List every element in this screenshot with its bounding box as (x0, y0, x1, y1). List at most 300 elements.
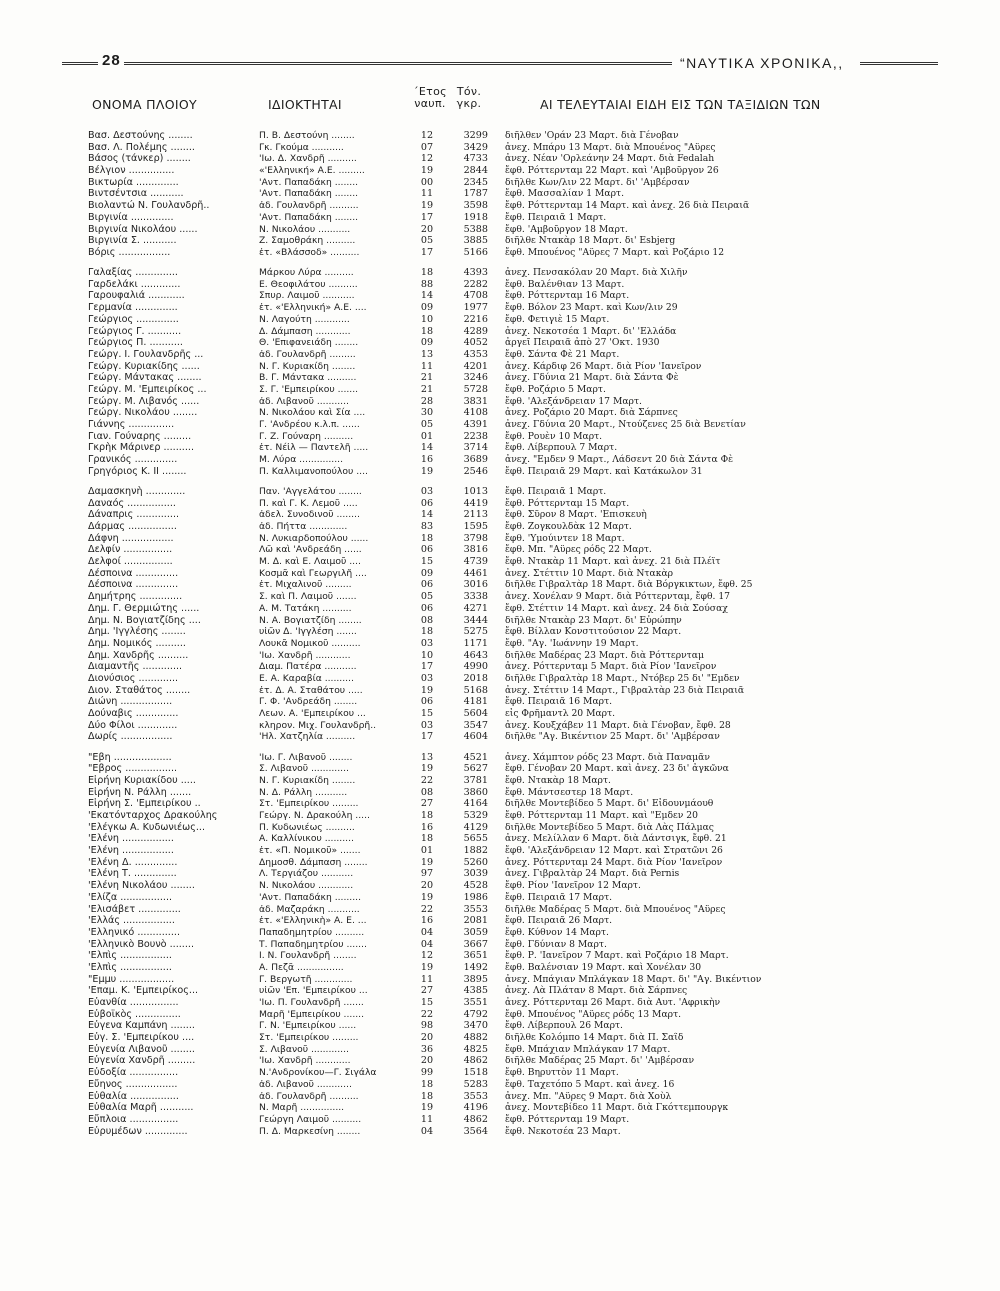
owner: Ν. Δ. Ράλλη ........... (259, 786, 348, 798)
latest-news: ἀνεχ. Χονέλαν 9 Μαρτ. διὰ Ρόττερνταμ, ἔφθ. 17 (505, 591, 731, 603)
latest-news: ἔφθ. Σῦρον 8 Μαρτ. 'Επισκευὴ (505, 509, 647, 521)
gross-tons: 2345 (463, 176, 488, 188)
gross-tons: 4882 (463, 1032, 488, 1044)
latest-news: διῆλθεν 'Οράν 23 Μαρτ. διὰ Γένοβαν (505, 130, 679, 141)
latest-news: ἔφθ. Ρ. 'Ιανεῖρον 7 Μαρτ. καὶ Ροζάριο 18 Μαρτ. (505, 950, 729, 962)
latest-news: ἔφθ. Ζογκουλδὰκ 12 Μαρτ. (505, 521, 632, 532)
ship-name: Δημ. Χανδρῆς .......... (88, 649, 189, 661)
ship-name: Βικτωρία .............. (88, 176, 179, 188)
table-row (0, 950, 1000, 962)
latest-news: ἔφθ. Ντακὰρ 11 Μαρτ. καὶ ἀνεχ. 21 διὰ Πλέϊτ (505, 556, 721, 568)
ship-name: Γεώργ. Μάντακας ........ (88, 372, 202, 384)
owner: Γ. Βεργωτῆ ............. (259, 973, 353, 985)
owner: 'Αντ. Παπαδάκη ........ (259, 176, 359, 188)
owner: Δ. Δάμπαση ............ (259, 325, 351, 337)
owner: Α. Μ. Τατάκη .......... (259, 602, 352, 614)
table-row (0, 1114, 1000, 1126)
owner: Γεώργ. Ν. Δρακούλη ..... (259, 810, 370, 821)
latest-news: διῆλθε "Αγ. Βικέντιον 25 Μαρτ. δι' 'Αμβέρσαν (505, 731, 720, 743)
owner: Παπαδημητρίου .......... (259, 926, 365, 938)
year-built: 06 (420, 579, 434, 591)
gross-tons: 4201 (463, 360, 488, 372)
ship-name: Γεώργ. Μ. 'Εμπειρίκος ... (88, 383, 207, 395)
owner: Λουκᾶ Νομικοῦ .......... (259, 637, 361, 649)
year-built: 19 (420, 763, 434, 775)
year-built: 22 (420, 1008, 434, 1020)
gross-tons: 4862 (463, 1113, 488, 1125)
gross-tons: 2546 (463, 465, 488, 477)
gross-tons: 2018 (463, 672, 488, 684)
owner: Α. Καλλίνικου .......... (259, 833, 354, 845)
year-built: 19 (420, 465, 434, 477)
ship-name: 'Ελλάς ................. (88, 915, 175, 927)
page-header (0, 0, 1000, 80)
owner: Γκ. Γκούμα ........... (259, 141, 344, 153)
gross-tons: 4108 (463, 407, 488, 419)
table-row (0, 533, 1000, 545)
latest-news: ἔφθ. Κύθνον 14 Μαρτ. (505, 926, 609, 938)
latest-news: ἀνεχ. "Εμδεν 9 Μαρτ., Λάδσεντ 20 διὰ Σάντα Φὲ (505, 454, 734, 466)
rule-left (62, 62, 98, 65)
gross-tons: 3798 (463, 532, 488, 544)
table-row (0, 962, 1000, 974)
latest-news: ἀνεχ. Ρόττερνταμ 24 Μαρτ. διὰ Ρίον 'Ιανεῖρον (505, 856, 723, 868)
table-row (0, 1091, 1000, 1103)
latest-news: ἔφθ. Μπ. "Αϋρες ρόδς 22 Μαρτ. (505, 544, 652, 556)
year-built: 19 (420, 1102, 434, 1114)
year-built: 11 (420, 360, 434, 372)
ship-name: Δωρίς ................. (88, 731, 173, 743)
table-row (0, 798, 1000, 810)
owner: Γ. 'Ανδρέου κ.λ.π. ...... (259, 419, 360, 430)
table-row (0, 731, 1000, 743)
ship-name: Γρηγόριος Κ. ΙΙ ........ (88, 465, 187, 477)
latest-news: διῆλθε Μαδέρας 23 Μαρτ. διὰ Ρόττερνταμ (505, 649, 704, 661)
ship-name: Διώνη ................. (88, 696, 173, 708)
ship-name: Βέλγιον ............... (88, 165, 175, 177)
table-row (0, 904, 1000, 916)
year-built: 12 (420, 130, 434, 141)
latest-news: ἔφθ. Μπάχιαν Μπλάγκαν 17 Μαρτ. (505, 1043, 671, 1055)
year-built: 03 (420, 637, 434, 649)
owner: 'Αντ. Παπαδάκη ........ (259, 188, 359, 200)
column-header-owner: ΙΔΙΟΚΤΗΤΑΙ (268, 97, 342, 112)
table-row (0, 650, 1000, 662)
latest-news: ἔφθ. Ρίον 'Ιανεῖρον 12 Μαρτ. (505, 880, 641, 892)
owner: Τ. Παπαδημητρίου ....... (259, 938, 367, 950)
latest-news: ἔφθ. Μασσαλίαν 1 Μαρτ. (505, 188, 625, 200)
owner: Γ. Ν. 'Εμπειρίκου ...... (259, 1020, 357, 1032)
table-row (0, 810, 1000, 822)
gross-tons: 3547 (463, 719, 488, 731)
year-built: 22 (420, 774, 434, 786)
ship-name: Δάναπρις .............. (88, 509, 180, 521)
ship-name: Γεώργ. Ι. Γουλανδρῆς ... (88, 348, 204, 360)
year-built: 21 (420, 372, 434, 384)
ship-name: Γεώργιος .............. (88, 313, 179, 325)
ship-name: 'Ελισάβετ .............. (88, 903, 181, 915)
gross-tons: 4353 (463, 348, 488, 360)
year-built: 14 (420, 290, 434, 302)
gross-tons: 4604 (463, 731, 488, 743)
owner: Στ. 'Εμπειρίκου ......... (259, 1032, 359, 1044)
gross-tons: 1518 (463, 1067, 488, 1079)
table-row (0, 615, 1000, 627)
latest-news: ἔφθ. Ταχετόπο 5 Μαρτ. καὶ ἀνεχ. 16 (505, 1078, 675, 1090)
latest-news: ἔφθ. Μπουένος "Αϋρες 7 Μαρτ. καὶ Ροζάριο 12 (505, 246, 725, 258)
owner: Π. Β. Δεστούνη ........ (259, 130, 355, 141)
table-row (0, 626, 1000, 638)
table-row (0, 290, 1000, 302)
owner: Ν. Λαγούτη ............ (259, 313, 350, 325)
year-built: 88 (420, 278, 434, 290)
owner: Σπυρ. Λαιμοῦ ........... (259, 290, 355, 302)
table-row (0, 1102, 1000, 1114)
latest-news: ἔφθ. Βηρυττὸν 11 Μαρτ. (505, 1067, 619, 1079)
ship-name: Εὐβοϊκὸς ............... (88, 1008, 181, 1020)
table-row (0, 188, 1000, 200)
ship-name: 'Ελένη ................. (88, 845, 174, 857)
table-row (0, 235, 1000, 247)
ship-name: Εὐγενα Καμπάνη ........ (88, 1020, 195, 1032)
ship-name: Γιαν. Γούναρης ......... (88, 430, 192, 442)
latest-news: διῆλθε Ντακὰρ 18 Μαρτ. δι' Esbjerg (505, 235, 676, 247)
gross-tons: 3039 (463, 868, 488, 880)
year-built: 19 (420, 684, 434, 696)
table-row (0, 892, 1000, 904)
latest-news: ἔφθ. Ρόττερνταμ 14 Μαρτ. καὶ ἀνεχ. 26 διὰ Πειραιᾶ (505, 200, 750, 212)
ship-name: Διαμαντῆς ............. (88, 661, 183, 673)
latest-news: ἔφθ. Γένοβαν 20 Μαρτ. καὶ ἀνεχ. 23 δι' ἀγκῶνα (505, 763, 729, 775)
gross-tons: 1171 (463, 637, 488, 649)
column-header-tons (452, 86, 486, 110)
owner: Ν. Γ. Κυριακίδη ........ (259, 774, 356, 786)
latest-news: ἀνεχ. Μπάγιαν Μπλάγκαν 18 Μαρτ. δι' "Αγ. Βικέντιον (505, 973, 762, 985)
gross-tons: 3338 (463, 591, 488, 603)
latest-news: ἔφθ. Πειραιᾶ 1 Μαρτ. (505, 211, 607, 223)
year-built: 16 (420, 915, 434, 927)
latest-news: ἀνεχ. Γδύνια 20 Μαρτ., Ντούζενες 25 διὰ Βενετίαν (505, 419, 746, 430)
latest-news: ἀνεχ. Ροζάριο 20 Μαρτ. διὰ Σάρπνες (505, 407, 678, 419)
table-row (0, 509, 1000, 521)
ship-name: 'Ελένη Τ. .............. (88, 868, 177, 880)
owner: 'Αντ. Παπαδάκη ......... (259, 891, 361, 903)
gross-tons: 3470 (463, 1020, 488, 1032)
latest-news: ἔφθ. "Αγ. 'Ιωάννην 19 Μαρτ. (505, 637, 639, 649)
table-row (0, 224, 1000, 236)
owner: Ν. Α. Βογιατζίδη ........ (259, 614, 362, 626)
owner: Ν. Νικολάου ............ (259, 880, 354, 892)
gross-tons: 2238 (463, 430, 488, 442)
gross-tons: 4181 (463, 696, 488, 708)
table-section (0, 752, 1000, 1138)
year-built: 14 (420, 509, 434, 521)
owner: Π. Κυδωνιέως .......... (259, 821, 355, 833)
table-row (0, 279, 1000, 291)
year-built: 05 (420, 235, 434, 247)
gross-tons: 4289 (463, 325, 488, 337)
ship-name: Γεώργ. Νικολάου ........ (88, 407, 198, 419)
ship-name: Εὐγενία Λιβανοῦ ........ (88, 1043, 195, 1055)
ship-name: 'Ελέγκω Α. Κυδωνιέως... (88, 821, 205, 833)
table-row (0, 880, 1000, 892)
gross-tons: 1918 (463, 211, 488, 223)
gross-tons: 2282 (463, 278, 488, 290)
table-row (0, 200, 1000, 212)
latest-news: ἀνεχ. Πενσακόλαν 20 Μαρτ. διὰ Χιλῆν (505, 267, 688, 279)
gross-tons: 4419 (463, 497, 488, 509)
owner: Λεων. Α. 'Εμπειρίκου ... (259, 708, 366, 719)
latest-news: ἔφθ. Γδύνιαν 8 Μαρτ. (505, 938, 607, 950)
year-built: 22 (420, 903, 434, 915)
ship-name: Δελφοί ................ (88, 556, 173, 568)
year-built: 09 (420, 567, 434, 579)
year-built: 18 (420, 532, 434, 544)
year-built: 15 (420, 708, 434, 719)
gross-tons: 4521 (463, 751, 488, 763)
gross-tons: 5166 (463, 246, 488, 258)
owner: ἐτ. «'Ελληνικὴ» Α. Ε. ... (259, 915, 367, 927)
gross-tons: 1595 (463, 521, 488, 532)
table-row (0, 153, 1000, 165)
table-row (0, 1009, 1000, 1021)
owner: κληρον. Μιχ. Γουλανδρῆ.. (259, 719, 377, 731)
gross-tons: 3059 (463, 926, 488, 938)
owner: 'Ιω. Χανδρῆ ............ (259, 1055, 351, 1067)
latest-news: διῆλθε Γιβραλτὰρ 18 Μαρτ. διὰ Βόργκικτων, ἔφθ. 25 (505, 579, 753, 591)
table-row (0, 974, 1000, 986)
table-row (0, 142, 1000, 154)
ship-name: Δημ. Γ. Θερμιώτης ...... (88, 602, 200, 614)
rule-right (860, 62, 938, 65)
gross-tons: 2216 (463, 313, 488, 325)
latest-news: ἔφθ. Πειραιᾶ 16 Μαρτ. (505, 696, 613, 708)
latest-news: ἔφθ. Βαλένθιαν 13 Μαρτ. (505, 278, 625, 290)
magazine-title: “ΝΑΥΤΙΚΑ ΧΡΟΝΙΚΑ,, (680, 55, 844, 71)
ship-name: Εἰρήνη Κυριακίδου ..... (88, 774, 196, 786)
table-row (0, 939, 1000, 951)
gross-tons: 4271 (463, 602, 488, 614)
owner: Α. Πεζᾶ ................ (259, 961, 344, 973)
table-row (0, 673, 1000, 685)
owner: ἀδ. Γουλανδρῆ .......... (259, 200, 359, 212)
ship-name: Δαναός ................ (88, 497, 176, 509)
gross-tons: 3553 (463, 903, 488, 915)
latest-news: ἔφθ. Βόλον 23 Μαρτ. καὶ Κων/λιν 29 (505, 302, 678, 314)
owner: ἐτ. Μιχαλινοῦ ......... (259, 579, 352, 591)
year-built: 14 (420, 442, 434, 454)
ship-name: Γερμανία .............. (88, 302, 178, 314)
ship-name: Γαρδελάκι ............. (88, 278, 181, 290)
table-row (0, 1044, 1000, 1056)
owner: Σ. Λιβανοῦ ............. (259, 763, 349, 775)
owner: Μ. Δ. καὶ Ε. Λαιμοῦ .... (259, 556, 361, 568)
table-row (0, 544, 1000, 556)
ship-name: Βιολαντώ Ν. Γουλανδρῆ.. (88, 200, 210, 212)
ship-name: 'Εκατόνταρχος Δρακούλης (88, 810, 218, 821)
year-built: 18 (420, 267, 434, 279)
gross-tons: 5329 (463, 810, 488, 821)
table-section (0, 130, 1000, 259)
latest-news: ἔφθ. Σάντα Φὲ 21 Μαρτ. (505, 348, 620, 360)
owner: Λῶ καὶ 'Ανδρεάδη ...... (259, 544, 362, 556)
gross-tons: 4461 (463, 567, 488, 579)
year-built: 17 (420, 731, 434, 743)
gross-tons: 1977 (463, 302, 488, 314)
latest-news: ἔφθ. Πειραιᾶ 29 Μαρτ. καὶ Κατάκωλον 31 (505, 465, 703, 477)
gross-tons: 4528 (463, 880, 488, 892)
ship-name: Γεώργ. Μ. Λιβανός ...... (88, 395, 200, 407)
latest-news: ἔφθ. Ρόττερνταμ 22 Μαρτ. καὶ 'Αμβοῦργον 26 (505, 165, 719, 177)
ship-name: Γκρὴκ Μάρινερ .......... (88, 442, 194, 454)
latest-news: διῆλθε Κολόμπο 14 Μαρτ. διὰ Π. Σαΐδ (505, 1032, 684, 1044)
page-number: 28 (102, 52, 121, 69)
latest-news: ἔφθ. Ρόττερνταμ 15 Μαρτ. (505, 497, 630, 509)
latest-news: ἀνεχ. Μελίλλαν 6 Μαρτ. διὰ Δάντσιγκ, ἔφθ. 21 (505, 833, 727, 845)
table-row (0, 696, 1000, 708)
latest-news: ἔφθ. Πειραιᾶ 17 Μαρτ. (505, 891, 613, 903)
latest-news: διῆλθε Ντακὰρ 23 Μαρτ. δι' Εὐρώπην (505, 614, 682, 626)
year-built: 30 (420, 407, 434, 419)
year-built: 17 (420, 661, 434, 673)
ship-name: Δημ. Νομικός .......... (88, 637, 186, 649)
year-built: 97 (420, 868, 434, 880)
year-built: 36 (420, 1043, 434, 1055)
gross-tons: 4862 (463, 1055, 488, 1067)
ship-name: Βάσος (τάνκερ) ........ (88, 153, 191, 165)
year-built: 15 (420, 556, 434, 568)
gross-tons: 4733 (463, 153, 488, 165)
latest-news: ἔφθ. Μπουένος "Αϋρες ρόδς 13 Μαρτ. (505, 1008, 682, 1020)
ship-name: Δάρμας ................ (88, 521, 177, 532)
table-row (0, 579, 1000, 591)
ship-name: Δαμασκηνὴ ............. (88, 485, 186, 497)
latest-news: ἔφθ. Λίβερπουλ 7 Μαρτ. (505, 442, 618, 454)
latest-news: διῆλθε Μοντεβίδεο 5 Μαρτ. δι' Εἰδουνμάουθ (505, 798, 714, 810)
latest-news: ἔφθ. Λίβερπουλ 26 Μαρτ. (505, 1020, 623, 1032)
table-row (0, 212, 1000, 224)
table-row (0, 442, 1000, 454)
latest-news: διῆλθε Μαδέρας 5 Μαρτ. διὰ Μπουένος "Αϋρες (505, 903, 726, 915)
owner: Ν. Νικολάου ........... (259, 223, 351, 235)
table-row (0, 247, 1000, 259)
ship-name: Γεώργιος Γ. ........... (88, 325, 182, 337)
owner: ἀδ. Πήττα ............. (259, 521, 348, 532)
gross-tons: 3781 (463, 774, 488, 786)
ship-name: Εὐανθία ................ (88, 997, 179, 1008)
year-built: 18 (420, 833, 434, 845)
gross-tons: 4792 (463, 1008, 488, 1020)
ship-name: Γεώργ. Κυριακίδης ...... (88, 360, 200, 372)
year-built: 03 (420, 485, 434, 497)
year-built: 04 (420, 938, 434, 950)
latest-news: ἔφθ. Πειραιᾶ 1 Μαρτ. (505, 485, 607, 497)
owner: 'Ιω. Γ. Λιβανοῦ ........ (259, 751, 353, 763)
table-row (0, 568, 1000, 580)
table-row (0, 685, 1000, 697)
year-built: 07 (420, 141, 434, 153)
ship-name: Διονύσιος ............. (88, 672, 179, 684)
table-row (0, 177, 1000, 189)
table-row (0, 466, 1000, 478)
ship-name: Δάφνη ................. (88, 532, 174, 544)
table-section (0, 486, 1000, 743)
ship-name: Εὐγ. Σ. 'Εμπειρίκου .... (88, 1032, 195, 1044)
latest-news: διῆλθε Μαδέρας 25 Μαρτ. δι' 'Αμβέρσαν (505, 1055, 695, 1067)
table-row (0, 1055, 1000, 1067)
latest-news: ἀνεχ. Λὰ Πλάταν 8 Μαρτ. διὰ Σάρπνες (505, 985, 688, 997)
latest-news: ἀνεχ. Ρόττερνταμ 26 Μαρτ. διὰ Αυτ. 'Αφρικὴν (505, 997, 721, 1008)
gross-tons: 4825 (463, 1043, 488, 1055)
gross-tons: 2844 (463, 165, 488, 177)
gross-tons: 1986 (463, 891, 488, 903)
gross-tons: 5260 (463, 856, 488, 868)
latest-news: ἀργεῖ Πειραιᾶ ἀπὸ 27 'Οκτ. 1930 (505, 337, 660, 349)
owner: Σ. Γ. 'Εμπειρίκου ....... (259, 383, 359, 395)
table-row (0, 752, 1000, 764)
gross-tons: 5283 (463, 1078, 488, 1090)
year-built: 18 (420, 810, 434, 821)
owner: Σ. καὶ Π. Λαιμοῦ ....... (259, 591, 357, 603)
gross-tons: 3651 (463, 950, 488, 962)
ship-name: 'Ελένη ................. (88, 833, 174, 845)
table-section (0, 267, 1000, 477)
gross-tons: 3667 (463, 938, 488, 950)
owner: Π. καὶ Γ. Κ. Λεμοῦ ..... (259, 497, 358, 509)
ship-name: 'Επαμ. Κ. 'Εμπειρίκος... (88, 985, 199, 997)
ship-name: Γαρουφαλιά ............ (88, 290, 185, 302)
table-row (0, 486, 1000, 498)
gross-tons: 4196 (463, 1102, 488, 1114)
ship-name: Εὔηνος ................. (88, 1078, 178, 1090)
table-row (0, 1126, 1000, 1138)
owner: υἱῶν Δ. 'Ιγγλέση ....... (259, 626, 357, 638)
year-built: 15 (420, 997, 434, 1008)
owner: Κοσμᾶ καὶ Γεωργιλῆ .... (259, 567, 367, 579)
year-built: 01 (420, 430, 434, 442)
owner: ἀδελ. Συνοδινοῦ ........ (259, 509, 360, 521)
ship-name: Εὐθαλία ................ (88, 1090, 179, 1102)
ship-name: Βόρις ................. (88, 246, 171, 258)
gross-tons: 3444 (463, 614, 488, 626)
latest-news: διῆλθε Μοντεβίδεο 5 Μαρτ. διὰ Λὰς Πάλμας (505, 821, 714, 833)
table-row (0, 603, 1000, 615)
year-built: 18 (420, 325, 434, 337)
year-built: 27 (420, 985, 434, 997)
owner: ἐτ. Νέἰλ — Παντελῆ ..... (259, 442, 369, 454)
owner: Β. Γ. Μάντακα .......... (259, 372, 357, 384)
owner: ἀδ. Γουλανδρῆ .......... (259, 1090, 359, 1102)
latest-news: ἔφθ. 'Αλεξάνδρειαν 17 Μαρτ. (505, 395, 642, 407)
year-built: 18 (420, 626, 434, 638)
ship-name: 'Ελπὶς ................. (88, 961, 172, 973)
year-built: 12 (420, 950, 434, 962)
owner: ἐτ. «Βλάσσοδ» .......... (259, 246, 360, 258)
latest-news: ἔφθ. Ρόττερνταμ 11 Μαρτ. καὶ "Εμδεν 20 (505, 810, 698, 821)
year-built: 06 (420, 696, 434, 708)
ship-name: Δημήτρης .............. (88, 591, 183, 603)
ship-name: Γεώργιος Π. ........... (88, 337, 183, 349)
gross-tons: 3246 (463, 372, 488, 384)
latest-news: ἔφθ. 'Υμούιντεν 18 Μαρτ. (505, 532, 625, 544)
owner: Στ. 'Εμπειρίκου ......... (259, 798, 359, 810)
gross-tons: 4391 (463, 419, 488, 430)
ship-name: Δημ. 'Ιγγλέσης ........ (88, 626, 186, 638)
year-built: 01 (420, 845, 434, 857)
gross-tons: 3860 (463, 786, 488, 798)
gross-tons: 4052 (463, 337, 488, 349)
table-row (0, 1032, 1000, 1044)
